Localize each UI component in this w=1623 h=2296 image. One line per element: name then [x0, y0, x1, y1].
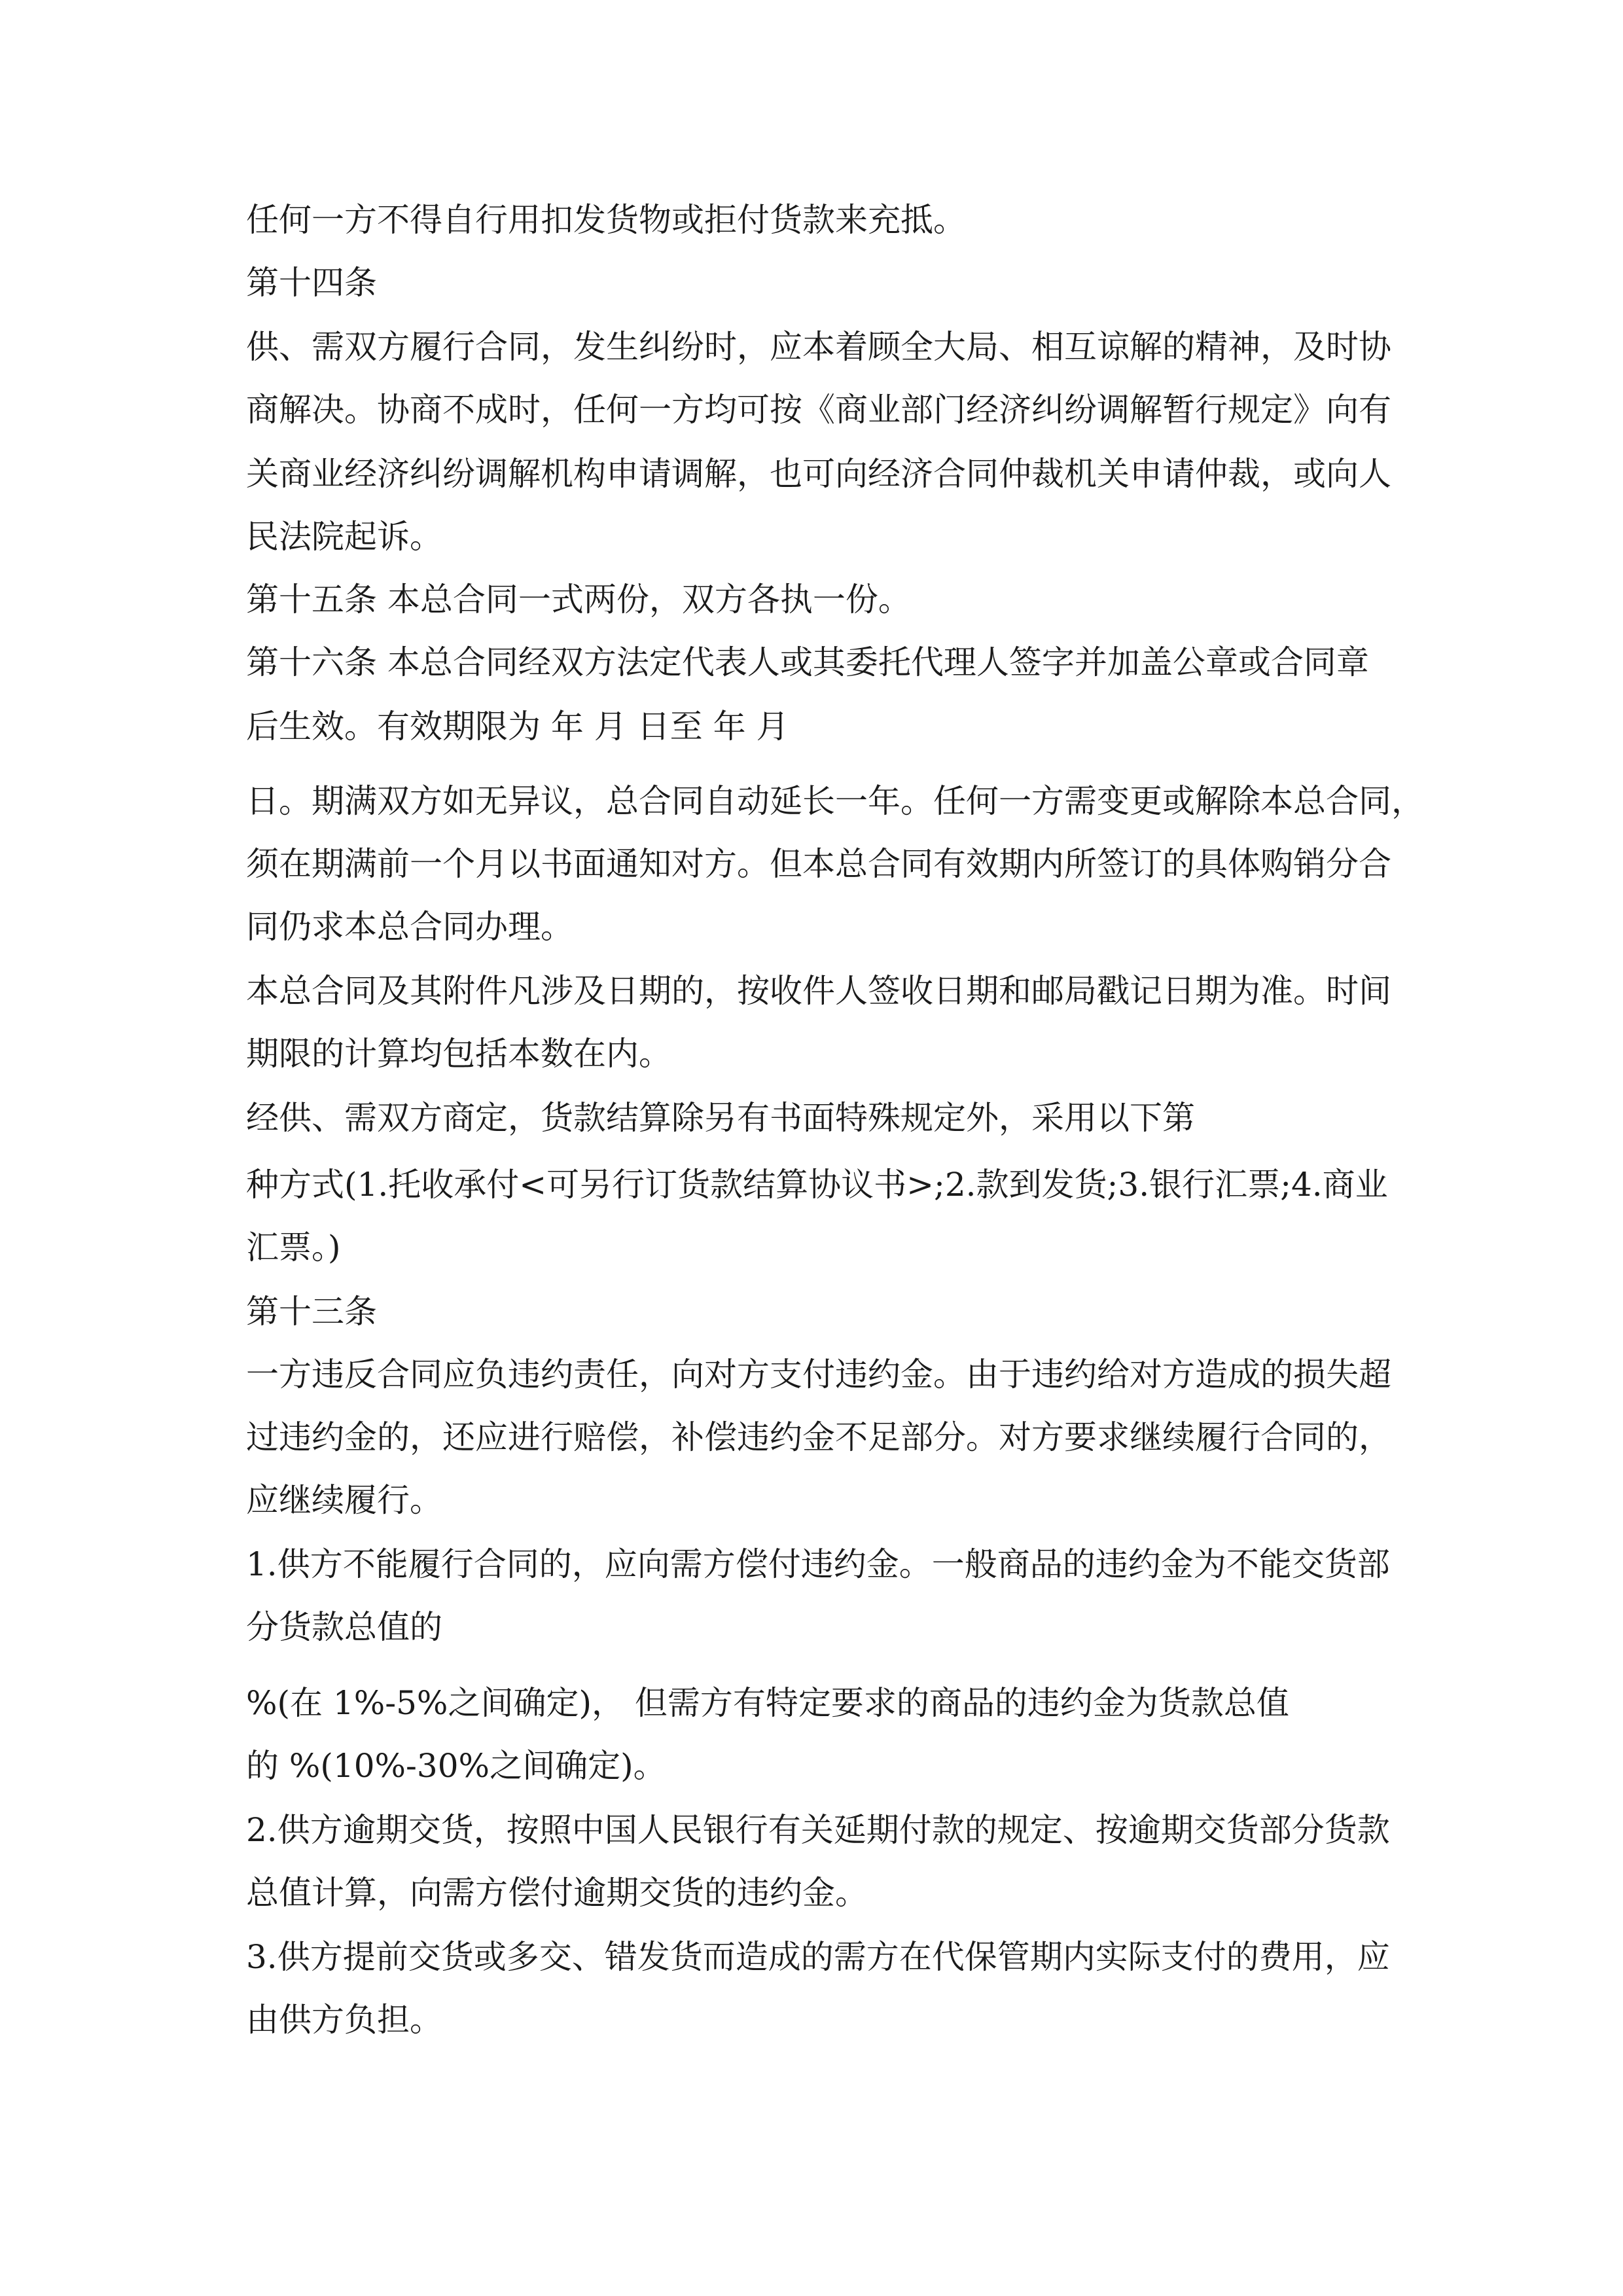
text-line: 第十六条 本总合同经双方法定代表人或其委托代理人签字并加盖公章或合同章 — [246, 643, 1369, 681]
text-line: 的 %(10%-30%之间确定)。 — [246, 1747, 666, 1785]
text-line: 本总合同及其附件凡涉及日期的，按收件人签收日期和邮局戳记日期为准。时间 — [246, 972, 1391, 1010]
text-line: 3.供方提前交货或多交、错发货而造成的需方在代保管期内实际支付的费用，应 — [246, 1938, 1390, 1976]
text-line: 第十五条 本总合同一式两份，双方各执一份。 — [246, 581, 911, 619]
text-line: 应继续履行。 — [246, 1481, 442, 1519]
text-line: 任何一方不得自行用扣发货物或拒付货款来充抵。 — [246, 201, 966, 239]
text-line: 种方式(1.托收承付<可另行订货款结算协议书>;2.款到发货;3.银行汇票;4.商业 — [246, 1166, 1388, 1204]
text-line: 民法院起诉。 — [246, 518, 442, 556]
text-line: 日。期满双方如无异议，总合同自动延长一年。任何一方需变更或解除本总合同， — [246, 782, 1424, 820]
text-line: %(在 1%-5%之间确定)， 但需方有特定要求的商品的违约金为货款总值 — [246, 1684, 1289, 1722]
text-line: 分货款总值的 — [246, 1608, 442, 1646]
text-line: 总值计算，向需方偿付逾期交货的违约金。 — [246, 1874, 868, 1912]
text-line: 经供、需双方商定，货款结算除另有书面特殊规定外，采用以下第 — [246, 1099, 1195, 1137]
text-line: 过违约金的，还应进行赔偿，补偿违约金不足部分。对方要求继续履行合同的， — [246, 1418, 1391, 1456]
text-line: 汇票。) — [246, 1229, 341, 1266]
article-heading: 第十三条 — [246, 1293, 377, 1331]
text-line: 商解决。协商不成时，任何一方均可按《商业部门经济纠纷调解暂行规定》向有 — [246, 391, 1391, 429]
text-line: 1.供方不能履行合同的，应向需方偿付违约金。一般商品的违约金为不能交货部 — [246, 1545, 1390, 1583]
text-line: 关商业经济纠纷调解机构申请调解，也可向经济合同仲裁机关申请仲裁，或向人 — [246, 455, 1391, 493]
text-line: 由供方负担。 — [246, 2001, 442, 2039]
text-line: 2.供方逾期交货，按照中国人民银行有关延期付款的规定、按逾期交货部分货款 — [246, 1811, 1390, 1849]
text-line: 期限的计算均包括本数在内。 — [246, 1035, 671, 1073]
text-line: 一方违反合同应负违约责任，向对方支付违约金。由于违约给对方造成的损失超 — [246, 1355, 1391, 1393]
article-heading: 第十四条 — [246, 264, 377, 302]
text-line: 后生效。有效期限为 年 月 日至 年 月 — [246, 708, 789, 745]
text-line: 供、需双方履行合同，发生纠纷时，应本着顾全大局、相互谅解的精神，及时协 — [246, 328, 1391, 366]
text-line: 须在期满前一个月以书面通知对方。但本总合同有效期内所签订的具体购销分合 — [246, 845, 1391, 883]
text-line: 同仍求本总合同办理。 — [246, 908, 573, 946]
